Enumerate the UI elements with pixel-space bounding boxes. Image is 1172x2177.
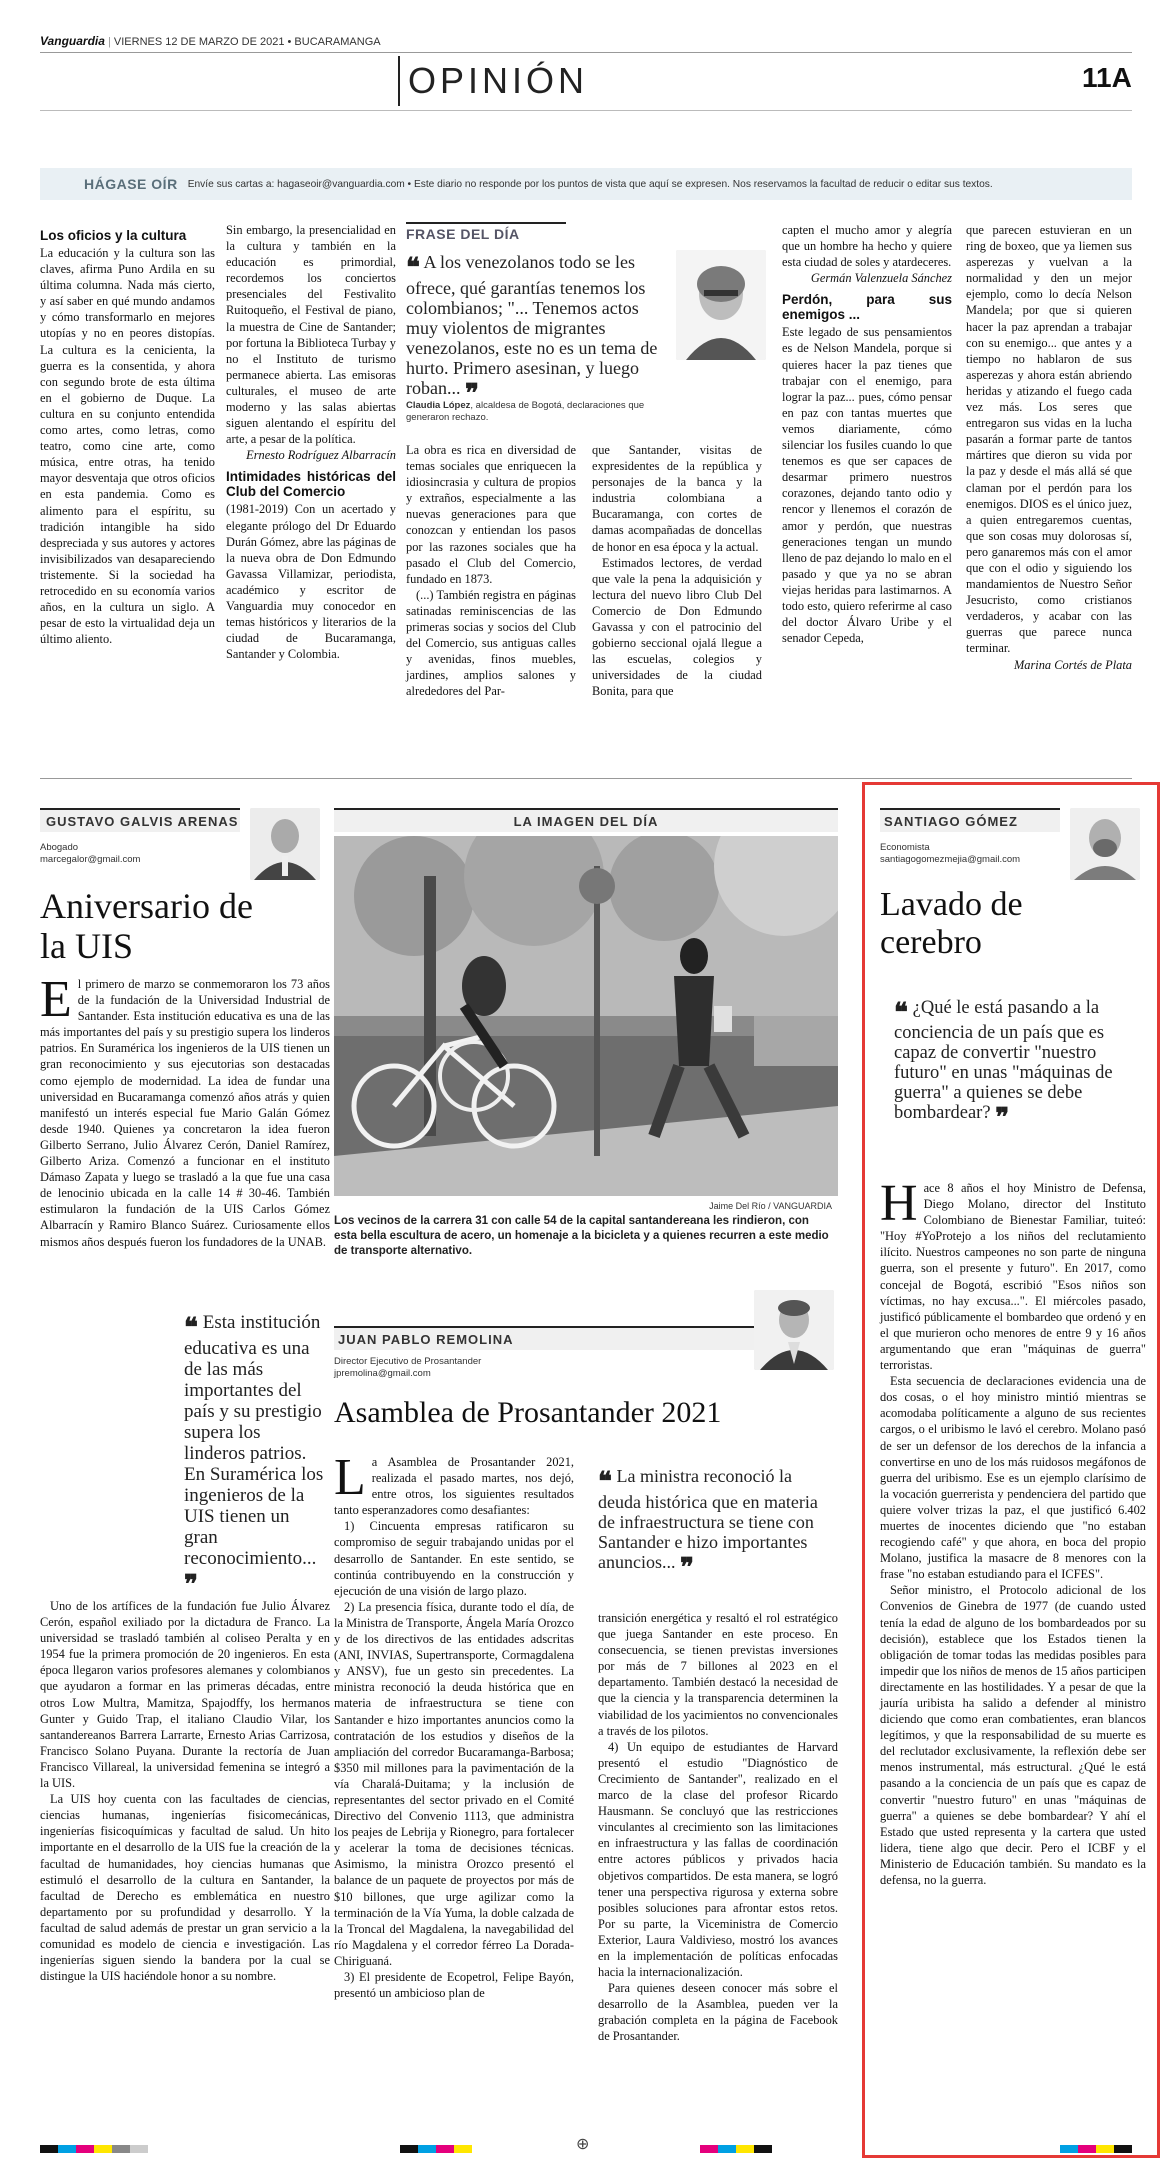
gomez-paragraph: ace 8 años el hoy Ministro de Defensa, Diego Molano, director del Instituto Colombiano de Bienestar Familiar, tuiteó: "Hoy #YoProtejo a los niños del reclutamiento ilícito. Nuestros campeones no son parte de ninguna guerra, son el presente y futuro". En 2017, como concejal de Bogotá, escribió "Esos niños son víctimas, no hay excusa...". El miércoles pasado, justificó públicamente el bombardeo que ordenó y en el que murieron ocho menores de entre 9 y 16 años argumentando que eran "máquinas de guerra" terroristas. bbox=[880, 1181, 1146, 1373]
galvis-title: Aniversario de la UIS bbox=[40, 886, 253, 966]
imagen-del-dia bbox=[334, 808, 838, 1278]
remolina-paragraph: a Asamblea de Prosantander 2021, realizada el pasado martes, nos dejó, entre otros, los siguientes resultados tanto esperanzadores como desafiantes: bbox=[334, 1455, 574, 1518]
letter-text: que Santander, visitas de expresidentes de la república y personajes de la banca y la industria colombiana a Bucaramanga, con cortes de damas acompañadas de doncellas de honor en esa época y la actual. bbox=[592, 443, 762, 554]
galvis-author-bar bbox=[40, 808, 240, 832]
letter-text: Sin embargo, la presencialidad en la cultura y también en la educación es primordial, recordemos los conciertos presenciales del Festivalito Ruitoqueño, el Festival de piano, la muestra de Cine de Santander; por fortuna la Biblioteca Turbay y no el Instituto de turismo permanece abierta. Las emisoras culturales, el museo de arte moderno y las salas abiertas siguen alentando el espíritu del arte, a pesar de la política. bbox=[226, 223, 396, 447]
section-divider bbox=[398, 56, 400, 106]
gomez-pullquote bbox=[894, 998, 1124, 1132]
letter-text: (1981-2019) Con un acertado y elegante prólogo del Dr Eduardo Durán Gómez, abre las páginas de la nueva obra de Don Edmundo Gavassa Villamizar, periodista, académico y escritor de Vanguardia muy conocedor en temas históricos y literarios de la ciudad de Bucaramanga, Santander y Colombia. bbox=[226, 502, 396, 662]
imagen-label: LA IMAGEN DEL DÍA bbox=[513, 813, 659, 829]
gomez-title: Lavado de cerebro bbox=[880, 886, 1023, 961]
frase-author-line bbox=[406, 400, 666, 424]
gomez-email: santiagogomezmejia@gmail.com bbox=[880, 854, 1021, 865]
claudia-lopez-photo bbox=[676, 250, 766, 360]
remolina-body-right bbox=[598, 1610, 838, 2045]
gomez-column bbox=[880, 808, 1146, 2148]
frase-author-desc: , alcaldesa de Bogotá, declaraciones que generaron rechazo. bbox=[406, 400, 645, 423]
frase-author: Claudia López bbox=[406, 400, 471, 411]
gomez-quote-text: ¿Qué le está pasando a la conciencia de un país que es capaz de convertir "nuestro futuro" en unas "máquinas de guerra" a quienes se debe bombardear? bbox=[894, 998, 1113, 1123]
remolina-quote-text: La ministra reconoció la deuda histórica que en materia de infraestructura se tiene con Santander e hizo importantes anuncios... bbox=[598, 1466, 818, 1572]
gomez-paragraph: Esta secuencia de declaraciones evidencia una de dos cosas, o el hoy ministro mintió mientras se acomodaba políticamente a alguno de sus recientes cargos, o el uribismo le lavó el cerebro. Molano pasó de ser un defensor de los derechos de la infancia a convertirse en uno de los más ruidosos megáfonos de guerra del uribismo. Ese es un ejemplo clarísimo de la vocación guerrerista y pendenciera del partido que quiere volver trizas la paz, el que justificó 6.402 muertes de inocentes diciendo que "no estaban recogiendo café" y que ahora, en boca del propio Molano, justifica la masacre de 8 menores con la frase "no estaban estudiando para el ICFES". bbox=[880, 1374, 1146, 1582]
remolina-column bbox=[334, 1290, 838, 2130]
galvis-role: Abogado bbox=[40, 842, 79, 853]
remolina-paragraph: transición energética y resaltó el rol estratégico que juega Santander en este proceso. En consecuencia, se tienen previstas inversiones por más de 7 billones al 2023 en el departamento. También destacó la necesidad de que la ciencia y la transparencia determinen la viabilidad de los yacimientos no convencionales a través de los pilotos. bbox=[598, 1611, 838, 1738]
letter-text: La educación y la cultura son las claves, afirma Puno Ardila en su última columna. Nada más cierto, y así saber en qué mundo andamos y cómo transformarlo en mejores utopías y no en peores distopías. La cultura es la cenicienta, la guerra es la consentida, y ahora con segundo brote de esta última en el gobierno de Duque. La cultura en su conjunto entendida como artes, como letras, como teatro, como cine arte, como música, entre otras, ha tenido mayor desventaja que otros oficios en esta pandemia. Como es alimento para el espíritu, su tradición intangible ha sido despreciada y sus autores y actores invisibilizados van desapareciendo tristemente. Si la sociedad ha retrocedido en su economía varios años, en la cultura un siglo. A pesar de esto la virtualidad deja un último aliento. bbox=[40, 246, 215, 647]
galvis-dropcap: E bbox=[40, 971, 72, 1028]
quote-close-icon: ❞ bbox=[464, 379, 479, 408]
letters-col-3 bbox=[406, 442, 576, 700]
letter-signature: Ernesto Rodríguez Albarracín bbox=[246, 448, 396, 463]
galvis-paragraph: Uno de los artífices de la fundación fue Julio Álvarez Cerón, español exiliado por la dictadura de Franco. La universidad se trasladó también al coliseo Peralta y en 1954 fue la primera promoción de 20 ingenieros. En esta época llegaron varios profesores alemanes y colombianos que ayudaron a formar en las primeras décadas, entre otros Low Multra, Mamitza, Spajodffy, los hermanos Gunter y Guido Trap, el italiano Claudio Vilar, los santandereanos Barrera Larrarte, Ernesto Arias Carrizosa, Francisco Solano Puyana. Durante la rectoría de Juan Francisco Villareal, la universidad femenina se integró a la UIS. bbox=[40, 1599, 330, 1791]
letter-title-oficios: Los oficios y la cultura bbox=[40, 228, 187, 243]
gomez-author-bar bbox=[880, 808, 1060, 832]
remolina-paragraph: 1) Cincuenta empresas ratificaron su compromiso de seguir trabajando unidas por el desarrollo de Santander. En este sentido, se continúa contribuyendo en la construcción y ejecución de una visión de largo plazo. bbox=[334, 1519, 574, 1598]
remolina-author: JUAN PABLO REMOLINA bbox=[338, 1332, 514, 1347]
remolina-title: Asamblea de Prosantander 2021 bbox=[334, 1396, 722, 1429]
color-bar-left bbox=[40, 2140, 148, 2148]
gomez-dropcap: H bbox=[880, 1175, 918, 1232]
remolina-email: jpremolina@gmail.com bbox=[334, 1368, 431, 1379]
remolina-author-bar bbox=[334, 1326, 754, 1350]
color-bar-far-right bbox=[1060, 2140, 1132, 2148]
color-bar-right bbox=[700, 2140, 772, 2148]
masthead-row: Vanguardia | VIERNES 12 DE MARZO DE 2021 • BUCARAMANGA bbox=[40, 34, 381, 48]
remolina-photo bbox=[754, 1290, 834, 1370]
galvis-author: GUSTAVO GALVIS ARENAS bbox=[46, 814, 239, 829]
remolina-pullquote bbox=[598, 1466, 834, 1582]
letter-signature: Marina Cortés de Plata bbox=[1013, 657, 1132, 672]
registration-mark-icon: ⊕ bbox=[576, 2136, 590, 2153]
letters-col-4 bbox=[592, 442, 762, 700]
remolina-paragraph: 2) La presencia física, durante todo el día, de la Ministra de Transporte, Ángela María Orozco y de los directivos de las entidades adscritas (ANI, INVIAS, Supertransporte, Cormagdalena y ANSV), fue un gesto sin precedentes. La ministra reconoció la deuda histórica que en materia de infraestructura se tiene con Santander e hizo importantes anuncios como la contratación de los estudios y diseños de la ampliación del corredor Bucaramanga-Barbosa; $350 mil millones para la pavimentación de la vía Charalá-Duitama; y la inclusión de representantes del sector privado en el Comité Directivo del Convenio 1113, que administra los peajes de Lebrija y Rionegro, para fortalecer y acelerar la toma de decisiones técnicas. Asimismo, la ministra Orozco presentó el balance de un paquete de proyectos por más de $10 billones, que urge agilizar como la terminación de la Vía Yuma, la doble calzada de la Troncal del Magdalena, la navegabilidad del río Magdalena y el corredor férreo La Dorada-Chiriguaná. bbox=[334, 1599, 574, 1968]
letters-col-2 bbox=[226, 222, 396, 662]
letters-col-6 bbox=[966, 222, 1132, 673]
hagase-oir-text: Envíe sus cartas a: hagaseoir@vanguardia.com • Este diario no responde por los puntos de vista que aquí se expresen. Nos reservamos la facultad de reducir o editar sus textos. bbox=[187, 178, 993, 190]
masthead: Vanguardia bbox=[40, 34, 105, 48]
letter-text: Estimados lectores, de verdad que vale la pena la adquisición y lectura del nuevo libro Club Del Comercio de Don Edmundo Gavassa y con el patrocinio del gobierno seccional ojalá llegue a las escuelas, colegios y universidades de la ciudad Bonita, para que bbox=[592, 555, 762, 699]
hagase-oir-bar bbox=[40, 168, 1132, 200]
galvis-photo bbox=[250, 808, 320, 880]
letters-col-5 bbox=[782, 222, 952, 646]
remolina-body-left bbox=[334, 1449, 574, 2001]
remolina-dropcap: L bbox=[334, 1449, 366, 1506]
quote-open-icon: ❝ bbox=[598, 1467, 612, 1496]
galvis-body bbox=[40, 971, 330, 1250]
galvis-paragraph: La UIS hoy cuenta con las facultades de ciencias, ciencias humanas, ingenierías fisicomecánicas, ingenierías fisicoquímicas y facultad de salud. Un hito importante en el desarrollo de la UIS fue la creación de la facultad de humanidades, hoy ciencias humanas que estimuló el desarrollo de la cultura en Santander, la facultad de Derecho es emblemática en nuestro departamento por su profundidad y desarrollo. Y la facultad de salud además de prestar un gran servicio a la comunidad es modelo de ciencia e investigación. Las ingenierías siguen siendo la bandera por la cual se distingue la UIS haciéndole honor a su nombre. bbox=[40, 1792, 330, 1984]
galvis-pullquote bbox=[184, 1312, 324, 1599]
frase-label: FRASE DEL DÍA bbox=[406, 226, 520, 242]
quote-close-icon: ❞ bbox=[184, 1570, 198, 1599]
frase-del-dia bbox=[406, 222, 776, 422]
letter-title-perdon: Perdón, para sus enemigos ... bbox=[782, 292, 952, 323]
remolina-role: Director Ejecutivo de Prosantander bbox=[334, 1356, 482, 1367]
quote-close-icon: ❞ bbox=[679, 1553, 694, 1582]
letters-col-1 bbox=[40, 222, 215, 647]
gomez-body bbox=[880, 1175, 1146, 1888]
quote-open-icon: ❝ bbox=[184, 1313, 198, 1342]
letter-text: capten el mucho amor y alegría que un hombre ha hecho y quiere esta ciudad de soles y atardeceres. bbox=[782, 223, 952, 270]
page-number: 11A bbox=[1082, 62, 1132, 93]
quote-close-icon: ❞ bbox=[995, 1103, 1010, 1132]
section-title: OPINIÓN bbox=[408, 60, 589, 101]
letter-text: La obra es rica en diversidad de temas sociales que enriquecen la idiosincrasia y cultura de propios y extraños, especialmente a las nuevas generaciones para que conozcan y entiendan los pasos por las razones sociales que ha pasado el Club del Comercio, fundado en 1873. bbox=[406, 443, 576, 586]
letter-text: Este legado de sus pensamientos es de Nelson Mandela, porque si quieres hacer la paz tienes que trabajar con el enemigo, para lograr la paz... pues, cómo pensar en paz con tantas muertes que vemos diariamente, cómo silenciar los fusiles cuando lo que tenemos es que ser capaces de desarmar primero nuestros corazones, dejando tanto odio y rencor y llenemos el corazón de amor y perdón, que nuestras generaciones tengan un mundo lleno de paz dejando lo malo en el pasado y que ya no se abran viejas heridas para lastimarnos. A todo esto, quiero referirme al caso del doctor Álvaro Uribe y el senador Cepeda, bbox=[782, 325, 952, 646]
color-bar-mid bbox=[400, 2140, 472, 2148]
remolina-paragraph: 4) Un equipo de estudiantes de Harvard presentó el estudio "Diagnóstico de Crecimiento de Santander", realizado en el marco de la clase del profesor Ricardo Hausmann. Se concluyó que las restricciones vinculantes al crecimiento son las limitaciones en infraestructura y las fallas de coordinación entre actores públicos y privados hacia objetivos compartidos. De esta manera, se logró tener una perspectiva rigurosa y externa sobre posibles soluciones para afrontar estos retos. Por su parte, la Viceministra de Comercio Exterior, Laura Valdivieso, mostró los avances en la implementación de políticas enfocadas hacia la internacionalización. bbox=[598, 1739, 838, 1980]
photo-credit: Jaime Del Río / VANGUARDIA bbox=[709, 1201, 832, 1211]
letter-title-club: Intimidades históricas del Club del Comercio bbox=[226, 469, 396, 500]
letter-text: (...) También registra en páginas satinadas reminiscencias de las primeras socias y socios del Club del Comercio, sus antiguas calles y avenidas, finos muebles, jardines, amplios salones y alrededores del Par- bbox=[406, 587, 576, 699]
galvis-body-2 bbox=[40, 1598, 330, 1984]
hagase-oir-label: HÁGASE OÍR bbox=[84, 176, 178, 192]
quote-open-icon: ❝ bbox=[406, 253, 420, 282]
frase-quote-text: A los venezolanos todo se les ofrece, qué garantías tenemos los colombianos; "... Tenemos actos muy violentos de migrantes venezolanos, este no es un tema de hurto. Primero asesinan, y luego roban... bbox=[406, 252, 658, 398]
quote-open-icon: ❝ bbox=[894, 998, 908, 1027]
photo-caption: Los vecinos de la carrera 31 con calle 54 de la capital santandereana les rindieron, con esta bella escultura de acero, un homenaje a la bicicleta y a quienes recurren a este medio de transporte alternativo. bbox=[334, 1215, 829, 1257]
gomez-paragraph: Señor ministro, el Protocolo adicional de los Convenios de Ginebra de 1977 (de cuando usted tenía la edad de alguno de los bombardeados por su decisión), establece que los Estados tienen la obligación de tomar todas las medidas posibles para impedir que los niños de menos de 15 años participen directamente en las hostilidades. Y a pesar de que la jauría uribista ha salido a defender al ministro diciendo que como eran combatientes, eran blancos legítimos, y que la responsabilidad de su muerte es del reclutador exclusivamente, la reflexión debe ser menos instrumental, más estructural. ¿Qué le está pasando a la conciencia de un país que es capaz de convertir "nuestro futuro" en unas "máquinas de guerra" a quienes se debe bombardear? Y ahí el Estado que usted representa y la cartera que usted lidera, tiene algo que decir. Pero el ICBF y el Ministerio de Educación también. Su mandato es la defensa, no la guerra. bbox=[880, 1583, 1146, 1888]
gomez-role: Economista bbox=[880, 842, 930, 853]
dateline: VIERNES 12 DE MARZO DE 2021 • BUCARAMANGA bbox=[113, 36, 381, 48]
galvis-quote-text: Esta institución educativa es una de las más importantes del país y su prestigio supera los linderos patrios. En Suramérica los ingenieros de la UIS tienen un gran reconocimiento... bbox=[184, 1312, 324, 1569]
gomez-photo bbox=[1070, 808, 1140, 880]
letter-text: que parecen estuvieran en un ring de boxeo, que ya liemen sus asperezas y vuelvan a la normalidad y den un mejor ejemplo, como lo decía Nelson Mandela; por que si quieren hacer la paz aprendan a trabajar con su enemigo... que antes y a tiempo no hablaron de sus asperezas y ahora están abriendo heridas y atizando el fuego cada vez más. Los seres que entregaron sus vidas en la lucha pasarán a formar parte de tantos mártires que dieron su vida por la paz y desde el más allá sé que claman por el perdón para los enemigos. DIOS es el único juez, a quien entregaremos cuentas, que son cosas muy dolorosas sí, pero ganaremos más con el amor que con el odio y siguiendo los mandamientos de Nuestro Señor Jesucristo, como cristianos verdaderos, y acabar con las guerras que parece nunca terminar. bbox=[966, 223, 1132, 656]
remolina-paragraph: 3) El presidente de Ecopetrol, Felipe Bayón, presentó un ambicioso plan de bbox=[334, 1970, 574, 2001]
galvis-email: marcegalor@gmail.com bbox=[40, 854, 141, 865]
remolina-paragraph: Para quienes deseen conocer más sobre el desarrollo de la Asamblea, pueden ver la grabación completa en la página de Facebook de Prosantander. bbox=[598, 1981, 838, 2044]
bicycle-sculpture-photo bbox=[334, 836, 838, 1196]
galvis-paragraph: l primero de marzo se conmemoraron los 73 años de la fundación de la Universidad Industrial de Santander. Esta institución educativa es una de las más importantes del país y su prestigio supera los linderos patrios. En Suramérica los ingenieros de la UIS tienen un gran reconocimiento y sus ejecutorias son destacadas como ejemplo de modernidad. La idea de fundar una universidad en Bucaramanga comenzó años atrás y quien manifestó un interés especial fue Mario Galán Gómez desde 1940. Quienes ya concretaron la idea fueron Gilberto Serrano, Julio Álvarez Cerón, Daniel Ramírez, Gilberto Ariza. Comenzó a funcionar en el instituto Dámaso Zapata y luego se trasladó a la que fue una casa de lenocinio ubicada en la calle 14 # 30-46. También estimularon la fundación de la UIS Carlos Gómez Albarracín y Ramiro Blanco Suárez. Curiosamente ellos mismos años después fueron los fundadores de la UNAB. bbox=[40, 977, 330, 1249]
gomez-author: SANTIAGO GÓMEZ bbox=[884, 814, 1018, 829]
letter-signature: Germán Valenzuela Sánchez bbox=[810, 271, 952, 286]
